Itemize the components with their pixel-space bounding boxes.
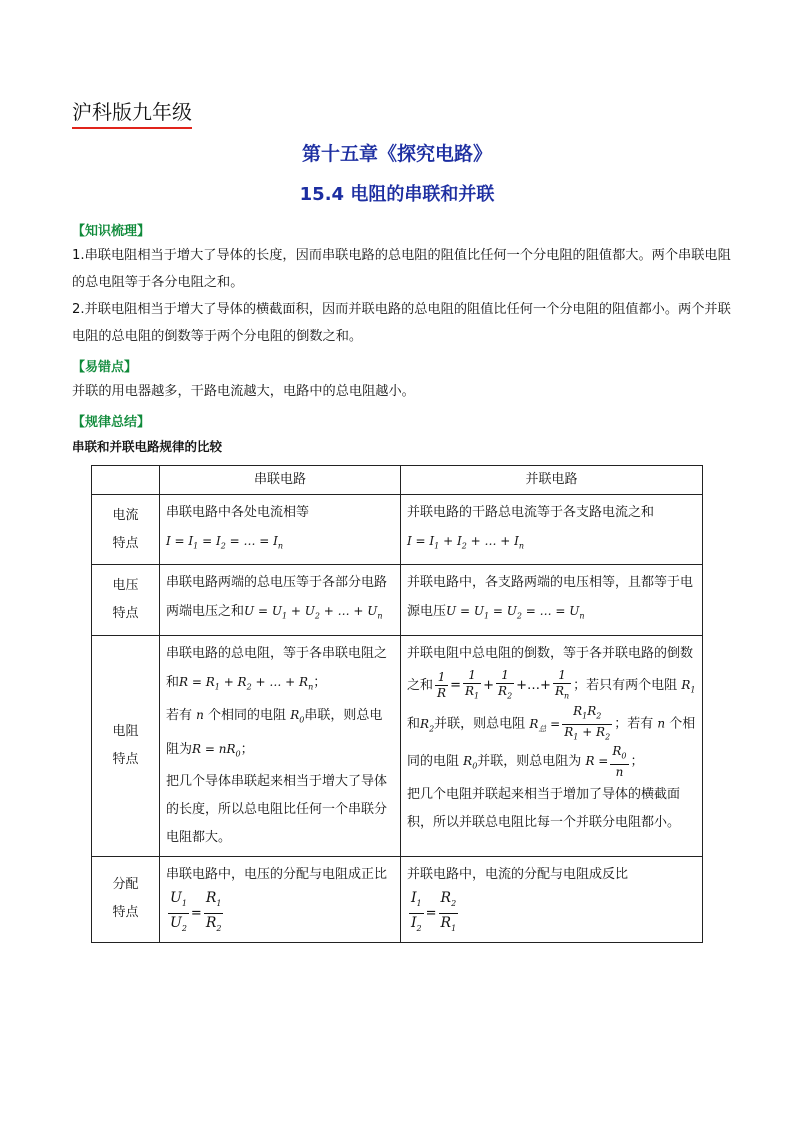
current-parallel-formula: $I = I_1 + I_2$ + … + $I_n$	[407, 534, 525, 551]
row-label-current: 电流 特点	[92, 495, 160, 565]
table-row	[92, 565, 703, 635]
row-label-distribution: 分配 特点	[92, 856, 160, 942]
section-title: 15.4 电阻的串联和并联	[299, 184, 495, 205]
table-row	[92, 495, 703, 565]
table-header-row	[92, 466, 703, 495]
comparison-table	[91, 465, 703, 943]
resistance-series-formula: $R = R_1 + R_2$ + … + $R_n$	[179, 674, 314, 692]
mistake-paragraph: 并联的用电器越多，干路电流越大，电路中的总电阻越小。	[72, 384, 415, 399]
knowledge-paragraph-1: 1.串联电阻相当于增大了导体的长度，因而串联电路的总电阻的阻值比任何一个分电阻的阻值都大。两个串联电阻的总电阻等于各分电阻之和。	[72, 248, 731, 290]
resistance-series-cell: 串联电路的总电阻，等于各串联电阻之和$R = R_1 + R_2$ + … + $R_n$； 若有 n 个相同的电阻 $R_0$串联，则总电阻为$R = nR_0$； 把几个导体串联起来相当于增大了导体的长度，所以总电阻比任何一个串联分电阻都大。	[160, 635, 401, 856]
resistance-parallel-cell: 并联电阻中总电阻的倒数，等于各并联电路的倒数之和 $\frac{1}{R}$ = $\frac{1}{R_1}$ + $\frac{1}{R_2}$ +…+ $\frac{1}{R_n}$ ；若只有两个电阻 $R_1$和$R_2$并联，则总电阻 $R_总$ = $\frac{R_1R_2}{R_1 + R_2}$ ；若有 n 个相同的电阻 $R_0$并联，则总电阻为 R = $\frac{R_0}{n}$ ； 把几个电阻并联起来相当于增加了导体的横截面积，所以并联总电阻比每一个并联分电阻都小。	[401, 635, 703, 856]
distribution-series-formula: $\frac{U_1}{U_2}$ = $\frac{R_1}{R_2}$	[170, 889, 222, 933]
table-row	[92, 856, 703, 942]
header-empty-cell	[92, 466, 160, 495]
distribution-series-cell: 串联电路中，电压的分配与电阻成正比 $\frac{U_1}{U_2}$ = $\frac{R_1}{R_2}$	[160, 856, 401, 942]
voltage-series-cell: 串联电路两端的总电压等于各部分电路两端电压之和$U = U_1 + U_2$ + … + $U_n$	[160, 565, 401, 635]
row-label-voltage: 电压 特点	[92, 565, 160, 635]
distribution-parallel-formula: $\frac{I_1}{I_2}$ = $\frac{R_2}{R_1}$	[411, 889, 457, 933]
grade-header: 沪科版九年级	[72, 96, 192, 129]
distribution-parallel-cell: 并联电路中，电流的分配与电阻成反比 $\frac{I_1}{I_2}$ = $\frac{R_2}{R_1}$	[401, 856, 703, 942]
row-label-resistance: 电阻 特点	[92, 635, 160, 856]
summary-tag: 【规律总结】	[72, 415, 151, 430]
header-parallel: 并联电路	[401, 466, 703, 495]
table-row	[92, 635, 703, 856]
current-series-formula: $I = I_1 = I_2$ = … = $I_n$	[166, 534, 284, 551]
voltage-series-formula: $U = U_1 + U_2$ + … + $U_n$	[244, 604, 383, 621]
current-series-cell: 串联电路中各处电流相等 $I = I_1 = I_2$ = … = $I_n$	[160, 495, 401, 565]
voltage-parallel-formula: $U = U_1 = U_2$ = … = $U_n$	[446, 604, 585, 621]
chapter-title: 第十五章《探究电路》	[301, 143, 492, 165]
voltage-parallel-cell: 并联电路中，各支路两端的电压相等，且都等于电源电压$U = U_1 = U_2$ = … = $U_n$	[401, 565, 703, 635]
current-parallel-cell: 并联电路的干路总电流等于各支路电流之和 $I = I_1 + I_2$ + … + $I_n$	[401, 495, 703, 565]
table-caption: 串联和并联电路规律的比较	[72, 439, 223, 454]
knowledge-paragraph-2: 2.并联电阻相当于增大了导体的横截面积，因而并联电路的总电阻的阻值比任何一个分电阻的阻值都小。两个并联电阻的总电阻的倒数等于两个分电阻的倒数之和。	[72, 302, 731, 344]
header-series: 串联电路	[160, 466, 401, 495]
knowledge-tag: 【知识梳理】	[72, 224, 151, 239]
mistake-tag: 【易错点】	[72, 360, 138, 375]
